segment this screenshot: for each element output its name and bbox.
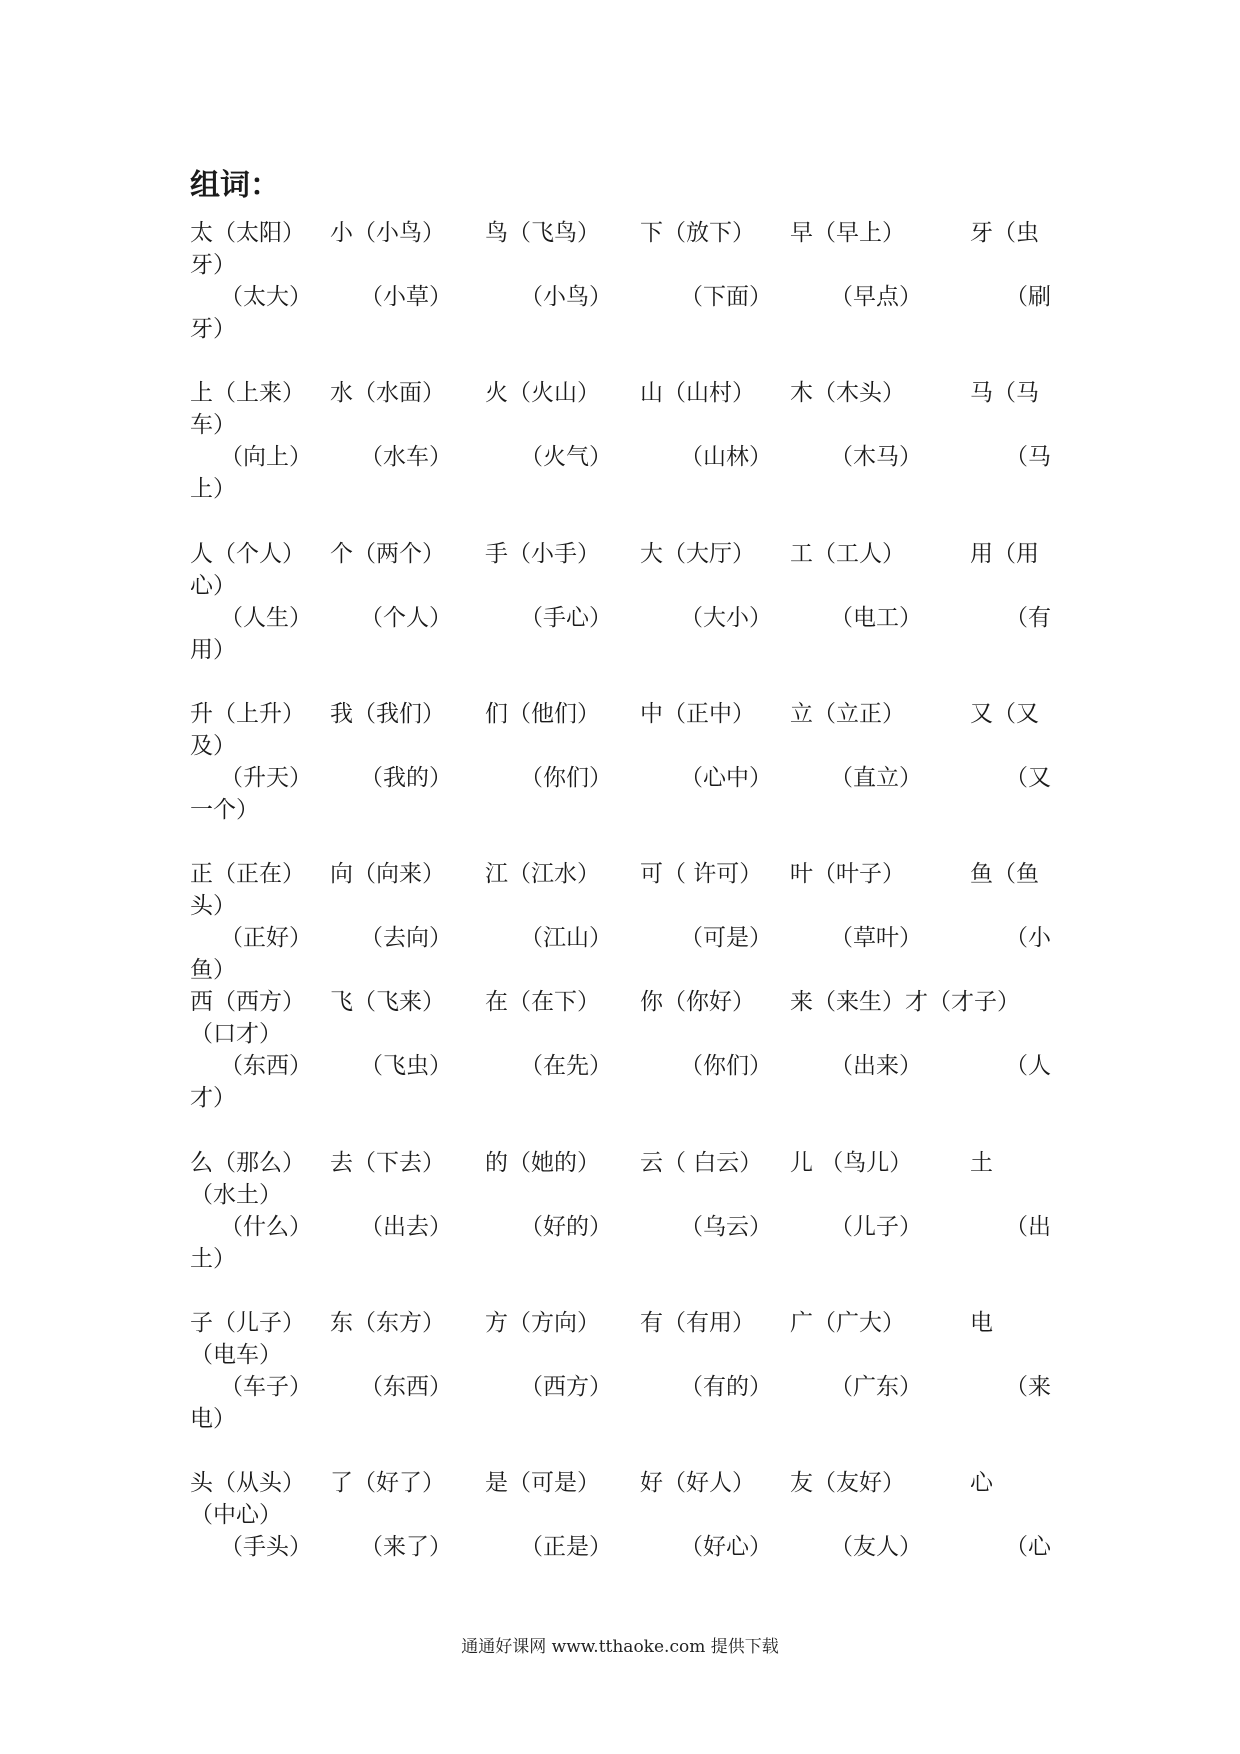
word-entry: 土 (970, 1150, 993, 1176)
word-entry: 中（正中） (640, 701, 755, 727)
word-entry: （人 (1005, 1053, 1051, 1079)
word-entry: 手（小手） (485, 541, 600, 567)
word-line (190, 601, 1060, 635)
word-entry: 去（下去） (330, 1150, 445, 1176)
word-line (190, 889, 1060, 923)
word-entry: （又 (1005, 765, 1051, 791)
word-entry: 立（立正） (790, 701, 905, 727)
word-entry: （可是） (680, 925, 772, 951)
footer-text: 通通好课网 www.tthaoke.com 提供下载 (461, 1637, 779, 1657)
word-entry: （东西） (360, 1374, 452, 1400)
word-entry: （小 (1005, 925, 1051, 951)
word-entry: 是（可是） (485, 1470, 600, 1496)
word-line (190, 408, 1060, 442)
word-entry: （东西） (220, 1053, 312, 1079)
word-entry: 及） (190, 733, 236, 759)
word-entry: 早（早上） (790, 220, 905, 246)
word-entry: 山（山村） (640, 380, 755, 406)
word-entry: （出 (1005, 1214, 1051, 1240)
word-line (190, 1017, 1060, 1051)
word-entry: 土） (190, 1246, 236, 1272)
word-entry: （飞虫） (360, 1053, 452, 1079)
word-line (190, 312, 1060, 346)
word-entry: （有的） (680, 1374, 772, 1400)
word-entry: 的（她的） (485, 1150, 600, 1176)
word-entry: 广（广大） (790, 1310, 905, 1336)
word-line (190, 1402, 1060, 1436)
word-entry: （升天） (220, 765, 312, 791)
word-entry: （直立） (830, 765, 922, 791)
word-entry: （手心） (520, 605, 612, 631)
word-entry: （友人） (830, 1534, 922, 1560)
word-line (190, 697, 1060, 731)
word-entry: 云（ 白云） (640, 1150, 763, 1176)
word-entry: 有（有用） (640, 1310, 755, 1336)
word-entry: （在先） (520, 1053, 612, 1079)
word-entry: 在（在下） (485, 989, 600, 1015)
word-entry: 友（友好） (790, 1470, 905, 1496)
word-entry: （向上） (220, 444, 312, 470)
word-line (190, 1178, 1060, 1212)
word-entry: 火（火山） (485, 380, 600, 406)
word-entry: 头（从头） (190, 1470, 305, 1496)
word-entry: 用） (190, 637, 236, 663)
word-entry: （出去） (360, 1214, 452, 1240)
word-entry: 电 (970, 1310, 993, 1336)
word-entry: 马（马 (970, 380, 1039, 406)
word-entry: （小草） (360, 284, 452, 310)
word-entry: 升（上升） (190, 701, 305, 727)
word-entry: 车） (190, 412, 236, 438)
word-entry: 用（用 (970, 541, 1039, 567)
word-entry: （去向） (360, 925, 452, 951)
word-line (190, 633, 1060, 667)
word-entry: （电车） (190, 1342, 282, 1368)
word-entry: （心中） (680, 765, 772, 791)
word-entry: 叶（叶子） (790, 861, 905, 887)
word-entry: 上（上来） (190, 380, 305, 406)
word-entry: （手头） (220, 1534, 312, 1560)
word-entry: 可（ 许可） (640, 861, 763, 887)
word-line (190, 1530, 1060, 1564)
word-entry: （个人） (360, 605, 452, 631)
word-line (190, 569, 1060, 603)
word-entry: （太大） (220, 284, 312, 310)
word-line (190, 1081, 1060, 1115)
word-entry: （西方） (520, 1374, 612, 1400)
word-entry: 鱼（鱼 (970, 861, 1039, 887)
word-entry: 牙） (190, 316, 236, 342)
word-entry: 江（江水） (485, 861, 600, 887)
word-line (190, 953, 1060, 987)
word-line (190, 729, 1060, 763)
word-entry: 飞（飞来） (330, 989, 445, 1015)
word-line (190, 1498, 1060, 1532)
word-entry: （马 (1005, 444, 1051, 470)
word-entry: （大小） (680, 605, 772, 631)
word-entry: 鱼） (190, 957, 236, 983)
word-entry: （刷 (1005, 284, 1051, 310)
word-line (190, 1146, 1060, 1180)
word-entry: 方（方向） (485, 1310, 600, 1336)
word-entry: （草叶） (830, 925, 922, 951)
word-line (190, 248, 1060, 282)
word-entry: 东（东方） (330, 1310, 445, 1336)
word-entry: （口才） (190, 1021, 282, 1047)
word-line (190, 1049, 1060, 1083)
word-entry: 了（好了） (330, 1470, 445, 1496)
word-entry: 大（大厅） (640, 541, 755, 567)
word-entry: （你们） (680, 1053, 772, 1079)
word-entry: 子（儿子） (190, 1310, 305, 1336)
word-entry: 又（又 (970, 701, 1039, 727)
word-entry: （木马） (830, 444, 922, 470)
word-entry: 人（个人） (190, 541, 305, 567)
word-entry: （水车） (360, 444, 452, 470)
word-entry: 水（水面） (330, 380, 445, 406)
word-entry: 来（来生）才（才子） (790, 989, 1020, 1015)
word-entry: （早点） (830, 284, 922, 310)
word-entry: 西（西方） (190, 989, 305, 1015)
word-entry: 牙） (190, 252, 236, 278)
word-line (190, 761, 1060, 795)
word-entry: 工（工人） (790, 541, 905, 567)
word-entry: （正好） (220, 925, 312, 951)
word-entry: 下（放下） (640, 220, 755, 246)
word-entry: （好的） (520, 1214, 612, 1240)
word-entry: （水土） (190, 1182, 282, 1208)
word-entry: （出来） (830, 1053, 922, 1079)
word-line (190, 1306, 1060, 1340)
word-line (190, 793, 1060, 827)
word-entry: 心 (970, 1470, 993, 1496)
word-line (190, 1370, 1060, 1404)
word-entry: 心） (190, 573, 236, 599)
word-entry: （人生） (220, 605, 312, 631)
word-line (190, 857, 1060, 891)
word-line (190, 537, 1060, 571)
word-line (190, 985, 1060, 1019)
word-entry: 儿 （鸟儿） (790, 1150, 913, 1176)
word-entry: 牙（虫 (970, 220, 1039, 246)
word-line (190, 440, 1060, 474)
word-entry: 好（好人） (640, 1470, 755, 1496)
word-entry: 鸟（飞鸟） (485, 220, 600, 246)
word-entry: 一个） (190, 797, 259, 823)
word-entry: 你（你好） (640, 989, 755, 1015)
word-entry: （江山） (520, 925, 612, 951)
word-entry: 向（向来） (330, 861, 445, 887)
word-line (190, 1210, 1060, 1244)
word-entry: 小（小鸟） (330, 220, 445, 246)
word-entry: 木（木头） (790, 380, 905, 406)
word-entry: （好心） (680, 1534, 772, 1560)
word-entry: （电工） (830, 605, 922, 631)
word-entry: 电） (190, 1406, 236, 1432)
word-entry: （我的） (360, 765, 452, 791)
word-entry: （下面） (680, 284, 772, 310)
word-entry: （中心） (190, 1502, 282, 1528)
word-entry: 才） (190, 1085, 236, 1111)
word-line (190, 216, 1060, 250)
word-line (190, 1466, 1060, 1500)
word-line (190, 1242, 1060, 1276)
word-entry: （你们） (520, 765, 612, 791)
word-entry: （广东） (830, 1374, 922, 1400)
word-entry: （儿子） (830, 1214, 922, 1240)
word-entry: 个（两个） (330, 541, 445, 567)
word-entry: 么（那么） (190, 1150, 305, 1176)
word-entry: （正是） (520, 1534, 612, 1560)
word-entry: 们（他们） (485, 701, 600, 727)
word-entry: （来了） (360, 1534, 452, 1560)
word-line (190, 376, 1060, 410)
word-entry: （什么） (220, 1214, 312, 1240)
word-entry: （心 (1005, 1534, 1051, 1560)
word-entry: （乌云） (680, 1214, 772, 1240)
word-line (190, 280, 1060, 314)
word-entry: （小鸟） (520, 284, 612, 310)
word-entry: （来 (1005, 1374, 1051, 1400)
page-title: 组词： (190, 168, 280, 203)
word-entry: 正（正在） (190, 861, 305, 887)
word-entry: 头） (190, 893, 236, 919)
word-line (190, 472, 1060, 506)
word-entry: 我（我们） (330, 701, 445, 727)
word-line (190, 1338, 1060, 1372)
word-entry: 上） (190, 476, 236, 502)
word-entry: 太（太阳） (190, 220, 305, 246)
word-entry: （车子） (220, 1374, 312, 1400)
word-entry: （山林） (680, 444, 772, 470)
word-entry: （火气） (520, 444, 612, 470)
word-line (190, 921, 1060, 955)
word-entry: （有 (1005, 605, 1051, 631)
